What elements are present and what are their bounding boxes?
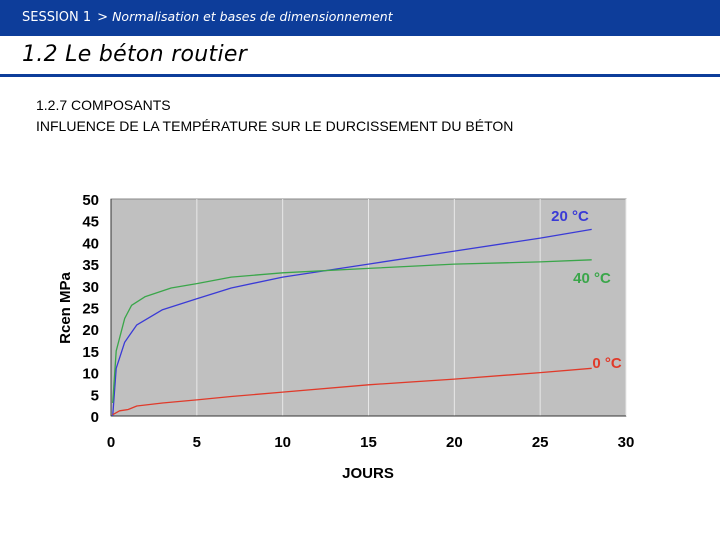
y-tick-label: 50 — [82, 192, 99, 209]
x-tick-label: 25 — [531, 434, 549, 451]
x-tick-label: 15 — [360, 434, 377, 451]
y-tick-label: 0 — [90, 409, 99, 426]
x-tick-label: 30 — [617, 434, 635, 451]
section-heading: 1.2.7 COMPOSANTS — [36, 97, 171, 113]
y-tick-label: 35 — [82, 257, 99, 275]
section-subheading: INFLUENCE DE LA TEMPÉRATURE SUR LE DURCISSEMENT DU BÉTON — [36, 118, 514, 134]
y-tick-label: 45 — [82, 213, 99, 231]
y-tick-label: 30 — [82, 278, 99, 296]
x-tick-label: 10 — [274, 434, 292, 451]
label-40c: 40 °C — [573, 270, 611, 287]
label-0c: 0 °C — [592, 355, 622, 372]
y-tick-label: 5 — [90, 387, 99, 405]
x-tick-label: 0 — [106, 434, 116, 451]
session-label: SESSION 1 — [22, 10, 92, 25]
y-tick-label: 40 — [82, 235, 99, 253]
y-axis-title: Rcen MPa — [57, 272, 74, 344]
y-tick-label: 25 — [82, 300, 99, 318]
session-subtitle: Normalisation et bases de dimensionnement — [112, 9, 393, 24]
x-tick-label: 5 — [192, 434, 202, 451]
label-20c: 20 °C — [551, 208, 589, 225]
y-tick-label: 10 — [82, 365, 99, 383]
header-separator: > — [97, 10, 109, 25]
y-tick-label: 20 — [82, 322, 99, 340]
y-tick-label: 15 — [82, 343, 99, 361]
x-tick-label: 20 — [445, 434, 463, 451]
x-axis-title: JOURS — [342, 465, 394, 482]
slide-title: 1.2 Le béton routier — [22, 42, 248, 67]
